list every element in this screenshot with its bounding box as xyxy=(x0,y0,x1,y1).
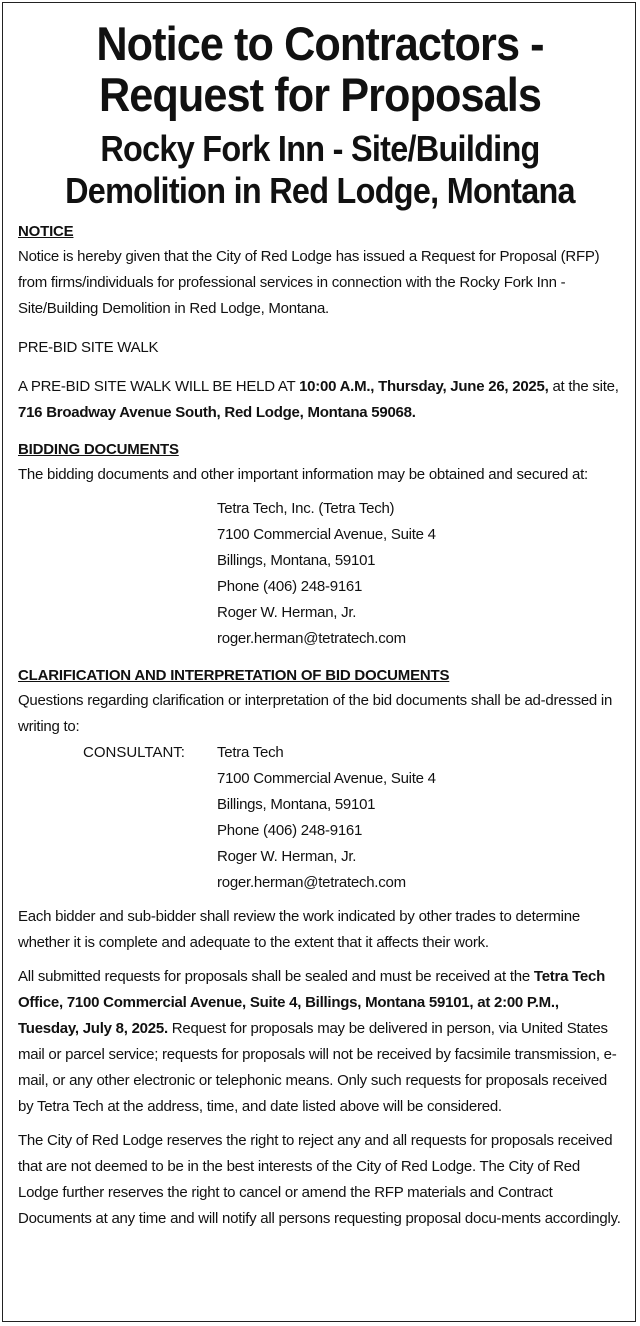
submission-deadline: Tetra Tech Office, 7100 Commercial Avenue, Suite 4, Billings, Montana 59101, at 2:00 P.M., Tuesday, July 8, 2025. xyxy=(18,968,606,1037)
submission-text-after: Request for proposals may be delivered in person, via United States mail or parcel service; requests for proposals will not be received by facsimile transmission, e-mail, or any other electronic or telephonic means. Only such requests for proposals received by Tetra Tech at the address, time, and date listed above will be considered. xyxy=(18,1020,617,1115)
notice-document xyxy=(18,18,622,1232)
title-line-1: Notice to Contractors - xyxy=(96,17,544,70)
consultant-address-line: Phone (406) 248-9161 xyxy=(217,822,363,839)
consultant-address-line: Billings, Montana, 59101 xyxy=(217,796,376,813)
bidding-documents-heading: BIDDING DOCUMENTS xyxy=(18,441,179,458)
subtitle-line-2: Demolition in Red Lodge, Montana xyxy=(65,170,575,211)
bidding-address-line: Phone (406) 248-9161 xyxy=(217,578,363,595)
consultant-address xyxy=(217,740,436,896)
bidding-address-email: roger.herman@tetratech.com xyxy=(217,630,406,647)
review-text: Each bidder and sub-bidder shall review the work indicated by other trades to determine whether it is complete and adequate to the extent that it affects their work. xyxy=(18,908,580,951)
bidding-address-line: Billings, Montana, 59101 xyxy=(217,552,376,569)
site-walk-time: 10:00 A.M., Thursday, June 26, 2025, xyxy=(299,378,549,395)
bidding-documents-text: The bidding documents and other important information may be obtained and secured at: xyxy=(18,466,588,483)
bidding-address-line: 7100 Commercial Avenue, Suite 4 xyxy=(217,526,436,543)
consultant-address-line: Tetra Tech xyxy=(217,744,284,761)
page-title xyxy=(42,18,598,120)
subtitle-line-1: Rocky Fork Inn - Site/Building xyxy=(100,128,540,169)
notice-heading: NOTICE xyxy=(18,223,74,240)
consultant-address-line: Roger W. Herman, Jr. xyxy=(217,848,357,865)
title-line-2: Request for Proposals xyxy=(98,68,542,121)
site-walk-heading: PRE-BID SITE WALK xyxy=(18,339,159,356)
submission-text xyxy=(18,964,622,1120)
consultant-address-email: roger.herman@tetratech.com xyxy=(217,874,406,891)
project-subtitle xyxy=(48,128,592,212)
bidding-address-line: Tetra Tech, Inc. (Tetra Tech) xyxy=(217,500,395,517)
clarification-heading: CLARIFICATION AND INTERPRETATION OF BID DOCUMENTS xyxy=(18,667,450,684)
bidding-address-block xyxy=(217,496,622,652)
notice-text: Notice is hereby given that the City of Red Lodge has issued a Request for Proposal (RFP) from firms/individuals for professional services in connection with the Rocky Fork Inn - Site/Building Demolition in Red Lodge, Montana. xyxy=(18,248,600,317)
site-walk-text-middle: at the site, xyxy=(548,378,619,395)
bidding-address-line: Roger W. Herman, Jr. xyxy=(217,604,357,621)
reservation-text: The City of Red Lodge reserves the right to reject any and all requests for proposals received that are not deemed to be in the best interests of the City of Red Lodge. The City of Red Lodge further reserves the right to cancel or amend the RFP materials and Contract Documents at any time and will notify all persons requesting proposal docu-ments accordingly. xyxy=(18,1132,621,1227)
consultant-block xyxy=(18,740,622,896)
consultant-label: CONSULTANT: xyxy=(83,744,185,761)
site-walk-text xyxy=(18,374,622,426)
site-walk-text-before: A PRE-BID SITE WALK WILL BE HELD AT xyxy=(18,378,300,395)
consultant-address-line: 7100 Commercial Avenue, Suite 4 xyxy=(217,770,436,787)
clarification-text: Questions regarding clarification or interpretation of the bid documents shall be ad-dressed in writing to: xyxy=(18,692,613,735)
site-walk-address: 716 Broadway Avenue South, Red Lodge, Montana 59068. xyxy=(18,404,416,421)
submission-text-before: All submitted requests for proposals shall be sealed and must be received at the xyxy=(18,968,534,985)
